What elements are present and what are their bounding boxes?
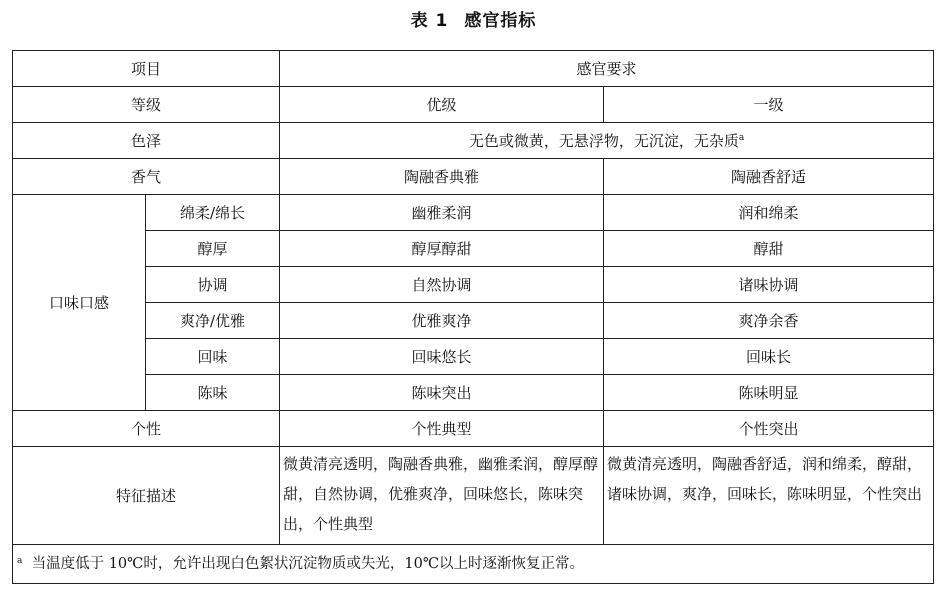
table-row [13, 545, 934, 584]
table-row [13, 303, 934, 339]
grade-first: 一级 [604, 87, 934, 123]
grade-label: 等级 [13, 87, 280, 123]
table-row [13, 447, 934, 545]
color-cell [280, 123, 934, 159]
table-caption: 感官指标 [464, 11, 537, 31]
footnote-mark: a [17, 556, 23, 566]
table-title [0, 6, 947, 31]
taste-label: 口味口感 [13, 195, 146, 411]
personality-label: 个性 [13, 411, 280, 447]
taste-first: 醇甜 [604, 231, 934, 267]
taste-top: 优雅爽净 [280, 303, 604, 339]
description-first: 微黄清亮透明，陶融香舒适，润和绵柔，醇甜，诸味协调，爽净，回味长，陈味明显，个性突出 [604, 447, 934, 545]
taste-sub: 陈味 [146, 375, 280, 411]
sensory-table [12, 50, 934, 584]
table-row [13, 159, 934, 195]
table-row [13, 195, 934, 231]
color-label: 色泽 [13, 123, 280, 159]
table-row [13, 123, 934, 159]
taste-sub: 协调 [146, 267, 280, 303]
table-row [13, 231, 934, 267]
grade-top: 优级 [280, 87, 604, 123]
taste-first: 回味长 [604, 339, 934, 375]
table-row [13, 51, 934, 87]
footnote-mark: a [738, 132, 745, 143]
taste-first: 陈味明显 [604, 375, 934, 411]
header-item: 项目 [13, 51, 280, 87]
aroma-label: 香气 [13, 159, 280, 195]
personality-first: 个性突出 [604, 411, 934, 447]
color-value: 无色或微黄，无悬浮物，无沉淀，无杂质 [468, 131, 739, 150]
personality-top: 个性典型 [280, 411, 604, 447]
taste-top: 醇厚醇甜 [280, 231, 604, 267]
table-row [13, 87, 934, 123]
aroma-top: 陶融香典雅 [280, 159, 604, 195]
taste-sub: 回味 [146, 339, 280, 375]
taste-sub: 绵柔/绵长 [146, 195, 280, 231]
description-label: 特征描述 [13, 447, 280, 545]
taste-sub: 爽净/优雅 [146, 303, 280, 339]
taste-top: 陈味突出 [280, 375, 604, 411]
table-row [13, 267, 934, 303]
header-requirement: 感官要求 [280, 51, 934, 87]
taste-first: 爽净余香 [604, 303, 934, 339]
table-number: 表 1 [410, 11, 449, 31]
taste-first: 诸味协调 [604, 267, 934, 303]
description-top: 微黄清亮透明，陶融香典雅，幽雅柔润，醇厚醇甜，自然协调，优雅爽净，回味悠长，陈味突出，个性典型 [280, 447, 604, 545]
footnote [13, 545, 934, 584]
taste-sub: 醇厚 [146, 231, 280, 267]
table-row [13, 375, 934, 411]
table-row [13, 339, 934, 375]
aroma-first: 陶融香舒适 [604, 159, 934, 195]
footnote-text: 当温度低于 10℃时，允许出现白色絮状沉淀物质或失光，10℃以上时逐渐恢复正常。 [31, 556, 585, 572]
table-row [13, 411, 934, 447]
taste-top: 幽雅柔润 [280, 195, 604, 231]
taste-top: 回味悠长 [280, 339, 604, 375]
taste-first: 润和绵柔 [604, 195, 934, 231]
taste-top: 自然协调 [280, 267, 604, 303]
